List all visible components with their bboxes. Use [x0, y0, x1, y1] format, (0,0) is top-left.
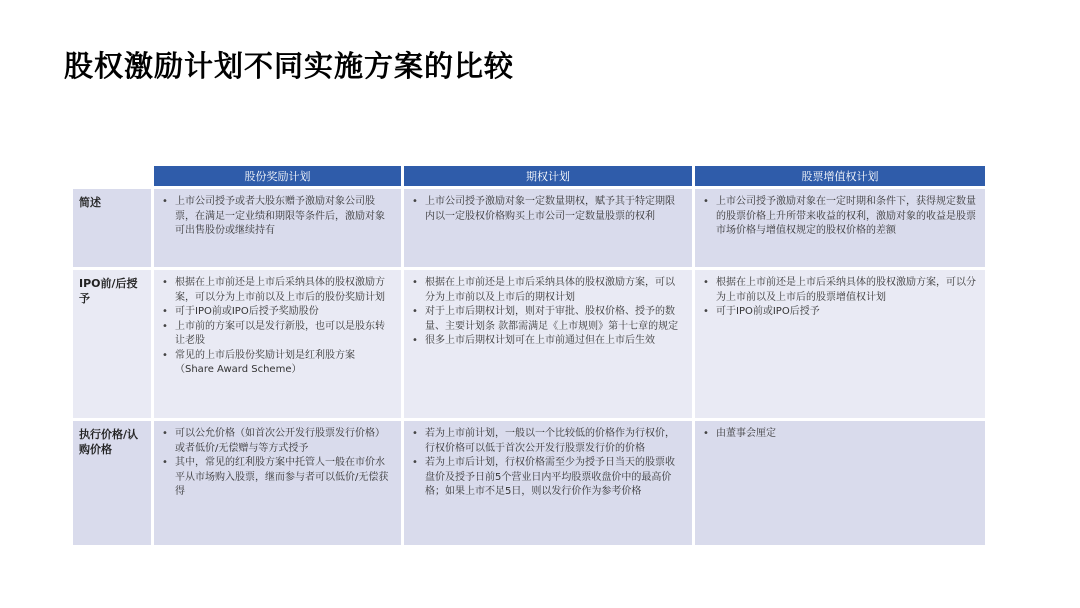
- bullet-item: • 根据在上市前还是上市后采纳具体的股权激励方案，可以分为上市前以及上市后的股票增值权计划: [701, 276, 977, 305]
- bullet-item: • 对于上市后期权计划，则对于审批、股权价格、授予的数量、主要计划条 款都需满足《上市规则》第十七章的规定: [410, 305, 684, 334]
- table-cell: [154, 270, 401, 418]
- table-cell: [695, 189, 985, 267]
- table-cell: [404, 189, 692, 267]
- row-label: IPO前/后授予: [73, 270, 151, 418]
- bullet-item: • 上市公司授予激励对象在一定时期和条件下，获得规定数量的股票价格上升所带来收益的权利，激励对象的收益是股票市场价格与增值权规定的股权价格的差额: [701, 195, 977, 239]
- table-cell: [404, 270, 692, 418]
- table-cell: [404, 421, 692, 545]
- bullet-item: • 若为上市后计划，行权价格需至少为授予日当天的股票收盘价及授予日前5个营业日内平均股票收盘价中的最高价格；如果上市不足5日，则以发行价作为参考价格: [410, 456, 684, 500]
- page-title: 股权激励计划不同实施方案的比较: [64, 49, 515, 83]
- comparison-table: [70, 163, 988, 548]
- bullet-item: • 上市公司授予激励对象一定数量期权，赋予其于特定期限内以一定股权价格购买上市公司一定数量股票的权利: [410, 195, 684, 224]
- bullet-item: • 根据在上市前还是上市后采纳具体的股权激励方案，可以分为上市前以及上市后的股份奖励计划: [160, 276, 393, 305]
- table-cell: [154, 189, 401, 267]
- bullet-item: • 可以公允价格（如首次公开发行股票发行价格）或者低价/无偿赠与等方式授予: [160, 427, 393, 456]
- table-corner: [73, 166, 151, 186]
- bullet-item: • 上市前的方案可以是发行新股，也可以是股东转让老股: [160, 320, 393, 349]
- bullet-item: • 可于IPO前或IPO后授予奖励股份: [160, 305, 393, 320]
- table-cell: [695, 421, 985, 545]
- column-header-share-award: 股份奖励计划: [154, 166, 401, 186]
- bullet-item: • 由董事会厘定: [701, 427, 977, 442]
- bullet-item: • 其中，常见的红利股方案中托管人一般在市价水平从市场购入股票，继而参与者可以低价/无偿获得: [160, 456, 393, 500]
- bullet-item: • 根据在上市前还是上市后采纳具体的股权激励方案，可以分为上市前以及上市后的期权计划: [410, 276, 684, 305]
- bullet-item: • 可于IPO前或IPO后授予: [701, 305, 977, 320]
- bullet-item: • 若为上市前计划，一般以一个比较低的价格作为行权价，行权价格可以低于首次公开发行股票发行价的价格: [410, 427, 684, 456]
- bullet-item: • 常见的上市后股份奖励计划是红利股方案（Share Award Scheme）: [160, 349, 393, 378]
- table-cell: [695, 270, 985, 418]
- column-header-sar-plan: 股票增值权计划: [695, 166, 985, 186]
- row-label: 简述: [73, 189, 151, 267]
- bullet-item: • 很多上市后期权计划可在上市前通过但在上市后生效: [410, 334, 684, 349]
- table-row-summary: [73, 189, 985, 267]
- table-row-exercise-price: [73, 421, 985, 545]
- table-header-row: [73, 166, 985, 186]
- bullet-item: • 上市公司授予或者大股东赠予激励对象公司股票，在满足一定业绩和期限等条件后，激励对象可出售股份或继续持有: [160, 195, 393, 239]
- column-header-option-plan: 期权计划: [404, 166, 692, 186]
- table-cell: [154, 421, 401, 545]
- table-row-ipo-grant: [73, 270, 985, 418]
- row-label: 执行价格/认购价格: [73, 421, 151, 545]
